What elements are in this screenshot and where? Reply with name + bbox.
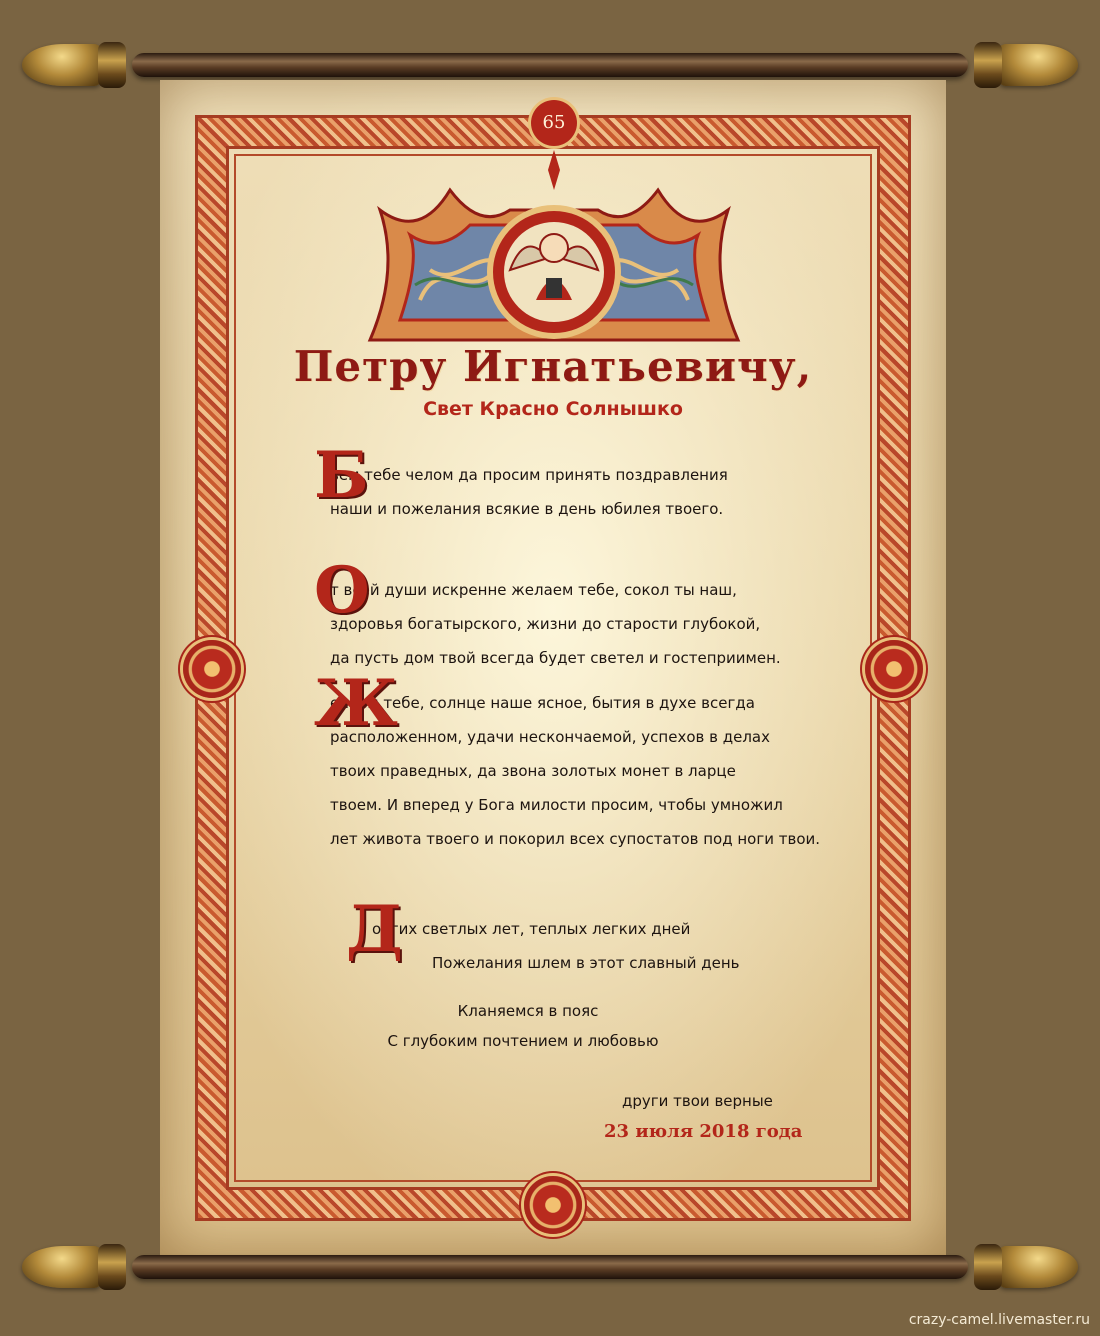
closing-line-2: С глубоким почтением и любовью	[387, 1032, 659, 1050]
closing-line-1: Кланяемся в пояс	[457, 1002, 599, 1020]
paragraph-line: ьем тебе челом да просим принять поздравления	[330, 466, 728, 484]
rod-bar	[132, 53, 968, 77]
signature: други твои верные	[622, 1092, 773, 1110]
greeting-paragraph-2	[314, 553, 781, 675]
rod-finial-right	[948, 1242, 1078, 1292]
paragraph-line: расположенном, удачи нескончаемой, успехов в делах	[330, 728, 770, 746]
frame-medallion-bottom	[524, 1176, 582, 1234]
greeting-paragraph-3	[314, 666, 821, 856]
source-watermark: crazy-camel.livemaster.ru	[908, 1312, 1090, 1328]
drop-cap-2: О	[314, 553, 370, 628]
recipient-epithet: Свет Красно Солнышко	[423, 398, 683, 420]
bottom-scroll-rod	[22, 1242, 1078, 1292]
paragraph-line: здоровья богатырского, жизни до старости глубокой,	[330, 615, 761, 633]
drop-cap-1: Б	[314, 438, 369, 513]
letter-date: 23 июля 2018 года	[604, 1121, 803, 1142]
rod-bar	[132, 1255, 968, 1279]
paragraph-line: т всей души искренне желаем тебе, сокол ты наш,	[330, 581, 737, 599]
frame-medallion-left	[183, 640, 241, 698]
rod-finial-right	[948, 40, 1078, 90]
paragraph-line: лет живота твоего и покорил всех супостатов под ноги твои.	[330, 830, 821, 848]
paragraph-line: Пожелания шлем в этот славный день	[432, 954, 740, 972]
drop-cap-3: Ж	[314, 666, 398, 741]
rod-finial-left	[22, 40, 152, 90]
paragraph-line: олгих светлых лет, теплых легких дней	[372, 920, 691, 938]
paragraph-line: твоем. И вперед у Бога милости просим, чтобы умножил	[330, 796, 783, 814]
anniversary-badge: 65	[531, 100, 577, 146]
recipient-name-title: Петру Игнатьевичу,	[293, 342, 813, 391]
greeting-paragraph-4	[346, 892, 740, 980]
rod-finial-left	[22, 1242, 152, 1292]
parchment-scroll	[160, 80, 946, 1256]
drop-cap-4: Д	[346, 892, 403, 967]
angel-ornament-header	[360, 150, 748, 350]
frame-medallion-right	[865, 640, 923, 698]
paragraph-line: наши и пожелания всякие в день юбилея твоего.	[330, 500, 724, 518]
greeting-paragraph-1	[314, 438, 728, 526]
paragraph-line: твоих праведных, да звона золотых монет в ларце	[330, 762, 736, 780]
paragraph-line: да пусть дом твой всегда будет светел и гостеприимен.	[330, 649, 781, 667]
paragraph-line: елаем тебе, солнце наше ясное, бытия в духе всегда	[330, 694, 755, 712]
